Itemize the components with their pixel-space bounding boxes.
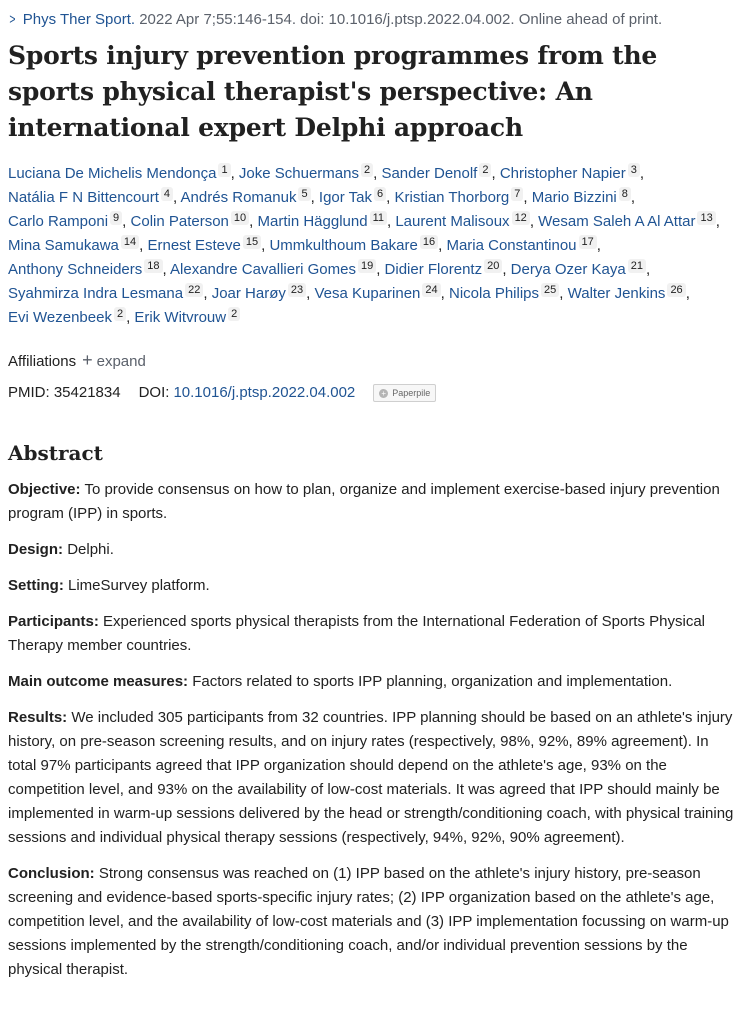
abstract-section-text: Delphi. — [67, 541, 114, 558]
abstract-section-label: Design: — [8, 541, 64, 558]
author-list — [8, 162, 733, 330]
author-separator: , — [438, 237, 447, 254]
author-name-link[interactable]: Maria Constantinou — [446, 237, 577, 254]
author-separator: , — [491, 165, 500, 182]
author-name-link[interactable]: Natália F N Bittencourt — [8, 189, 159, 206]
doi-label: DOI: — [138, 384, 170, 401]
author-name-link[interactable]: Ernest Esteve — [147, 237, 241, 254]
affiliations-label: Affiliations — [8, 353, 77, 370]
chevron-right-icon[interactable]: > — [9, 11, 16, 28]
citation-line — [8, 8, 746, 32]
author-separator: , — [715, 213, 720, 230]
author-item — [319, 189, 386, 206]
article-title: Sports injury prevention programmes from the sports physical therapist's perspective: An international expert Delphi approach — [8, 41, 658, 142]
author-name-link[interactable]: Didier Florentz — [384, 261, 483, 278]
abstract-section — [8, 538, 738, 562]
author-name-link[interactable]: Erik Witvrouw — [134, 309, 227, 326]
author-separator: , — [440, 285, 449, 302]
abstract-section — [8, 862, 738, 982]
author-name-link[interactable]: Mina Samukawa — [8, 237, 119, 254]
author-item — [314, 285, 440, 302]
author-item — [8, 189, 173, 206]
abstract-section-label: Main outcome measures: — [8, 673, 189, 690]
author-item — [394, 189, 523, 206]
affiliations-toggle[interactable] — [8, 350, 746, 372]
affiliation-number[interactable]: 3 — [628, 163, 640, 177]
abstract-section — [8, 574, 738, 598]
author-separator: , — [645, 261, 651, 278]
identifiers — [8, 383, 746, 403]
author-separator: , — [249, 213, 258, 230]
author-item — [258, 213, 387, 230]
author-item — [8, 309, 126, 326]
author-separator: , — [502, 261, 511, 278]
affiliation-number[interactable]: 9 — [110, 211, 122, 225]
affiliation-number[interactable]: 6 — [374, 187, 386, 201]
affiliation-number[interactable]: 2 — [479, 163, 491, 177]
author-name-link[interactable]: Derya Ozer Kaya — [510, 261, 626, 278]
author-separator: , — [386, 213, 396, 230]
author-name-link[interactable]: Sander Denolf — [381, 165, 478, 182]
author-name-link[interactable]: Martin Hägglund — [257, 213, 368, 230]
author-separator: , — [230, 165, 239, 182]
journal-link[interactable]: Phys Ther Sport. — [22, 11, 136, 28]
affiliation-number[interactable]: 16 — [420, 235, 438, 249]
affiliation-number[interactable]: 10 — [231, 211, 249, 225]
author-name-link[interactable]: Kristian Thorborg — [394, 189, 510, 206]
affiliation-number[interactable]: 18 — [144, 259, 162, 273]
author-separator: , — [126, 309, 135, 326]
author-item — [395, 213, 529, 230]
author-name-link[interactable]: Syahmirza Indra Lesmana — [8, 285, 184, 302]
author-item — [568, 285, 686, 302]
author-separator: , — [173, 189, 181, 206]
author-name-link[interactable]: Andrés Romanuk — [180, 189, 297, 206]
abstract-section-text: Experienced sports physical therapists from the International Federation of Sports Physical Therapy member countries. — [8, 613, 706, 654]
author-name-link[interactable]: Wesam Saleh A Al Attar — [538, 213, 696, 230]
author-item — [8, 165, 231, 182]
affiliation-number[interactable]: 1 — [218, 163, 230, 177]
author-name-link[interactable]: Joar Harøy — [211, 285, 286, 302]
author-name-link[interactable]: Joke Schuermans — [238, 165, 359, 182]
abstract-section-text: To provide consensus on how to plan, organize and implement exercise-based injury prevention program (IPP) in sports. — [8, 481, 720, 522]
abstract-section-label: Conclusion: — [8, 865, 95, 882]
affiliation-number[interactable]: 20 — [484, 259, 502, 273]
author-separator: , — [559, 285, 568, 302]
affiliation-number[interactable]: 7 — [511, 187, 523, 201]
author-name-link[interactable]: Ummkulthoum Bakare — [269, 237, 418, 254]
pmid-value: 35421834 — [53, 384, 121, 401]
author-item — [446, 237, 596, 254]
author-separator: , — [162, 261, 171, 278]
affiliation-number[interactable]: 5 — [298, 187, 310, 201]
abstract-section-label: Objective: — [8, 481, 81, 498]
affiliation-number[interactable]: 19 — [358, 259, 376, 273]
author-separator: , — [261, 237, 270, 254]
affiliation-number[interactable]: 14 — [121, 235, 139, 249]
author-name-link[interactable]: Alexandre Cavallieri Gomes — [170, 261, 356, 278]
author-item — [8, 261, 163, 278]
affiliation-number[interactable]: 21 — [628, 259, 646, 273]
affiliation-number[interactable]: 15 — [243, 235, 261, 249]
author-item — [181, 189, 311, 206]
author-item — [134, 309, 240, 326]
author-separator: , — [386, 189, 395, 206]
affiliation-number[interactable]: 24 — [422, 283, 440, 297]
affiliation-number[interactable]: 13 — [697, 211, 715, 225]
affiliation-number[interactable]: 22 — [185, 283, 203, 297]
author-item — [131, 213, 250, 230]
abstract-section-text: Factors related to sports IPP planning, organization and implementation. — [192, 673, 673, 690]
author-separator: , — [122, 213, 131, 230]
abstract-section-text: LimeSurvey platform. — [68, 577, 210, 594]
plus-icon[interactable]: + — [82, 350, 93, 370]
affiliation-number[interactable]: 11 — [370, 211, 387, 225]
affiliation-number[interactable]: 2 — [228, 307, 240, 321]
author-separator: , — [523, 189, 532, 206]
author-item — [8, 285, 203, 302]
author-item — [532, 189, 631, 206]
author-name-link[interactable]: Vesa Kuparinen — [314, 285, 421, 302]
abstract-section-text: Strong consensus was reached on (1) IPP based on the athlete's injury history, pre-season screening and evidence-based sports-specific injury rates; (2) IPP organization based on the athlete's age, competition level, and the availability of low-cost materials and (3) IPP implementation focussing on warm-up sessions implemented by the strength/conditioning coach, and/or individual prevention sessions by the physical therapist. — [8, 865, 729, 978]
author-separator: , — [203, 285, 212, 302]
author-item — [385, 261, 503, 278]
author-name-link[interactable]: Evi Wezenbeek — [8, 309, 112, 326]
author-name-link[interactable]: Christopher Napier — [499, 165, 626, 182]
author-separator: , — [685, 285, 690, 302]
affiliation-number[interactable]: 8 — [619, 187, 631, 201]
author-item — [269, 237, 438, 254]
author-name-link[interactable]: Walter Jenkins — [567, 285, 666, 302]
author-separator: , — [306, 285, 315, 302]
expand-link[interactable]: expand — [96, 353, 146, 370]
abstract-section-label: Participants: — [8, 613, 99, 630]
author-separator: , — [639, 165, 645, 182]
author-name-link[interactable]: Luciana De Michelis Mendonça — [8, 165, 217, 182]
paperpile-label: Paperpile — [392, 388, 431, 398]
author-item — [511, 261, 646, 278]
author-item — [538, 213, 716, 230]
affiliation-number[interactable]: 2 — [361, 163, 373, 177]
author-item — [147, 237, 261, 254]
abstract-heading: Abstract — [8, 441, 103, 465]
abstract-section — [8, 610, 738, 658]
author-item — [8, 213, 122, 230]
affiliation-number[interactable]: 2 — [114, 307, 126, 321]
abstract-section-label: Results: — [8, 709, 68, 726]
doi-link[interactable]: 10.1016/j.ptsp.2022.04.002 — [173, 384, 356, 401]
abstract-section — [8, 478, 738, 526]
pmid-label: PMID: — [8, 384, 50, 401]
author-item — [500, 165, 640, 182]
affiliation-number[interactable]: 25 — [541, 283, 559, 297]
abstract-section-text: We included 305 participants from 32 countries. IPP planning should be based on an athlete's injury history, on pre-season screening results, and on injury rates (respectively, 98%, 92%, 89% agreement). In total 97% participants agreed that IPP organization should depend on the athlete's age, 93% on the competition level, and 93% on the availability of low-cost materials. It was agreed that IPP should mainly be implemented in warm-up sessions delivered by the head or strength/conditioning coach, with physical training sessions and individual physical therapy sessions (respectively, 94%, 92%, 90% agreement). — [8, 709, 734, 846]
author-name-link[interactable]: Mario Bizzini — [531, 189, 617, 206]
author-name-link[interactable]: Laurent Malisoux — [395, 213, 510, 230]
abstract-section-label: Setting: — [8, 577, 64, 594]
author-separator: , — [529, 213, 539, 230]
affiliation-number[interactable]: 12 — [512, 211, 530, 225]
author-name-link[interactable]: Colin Paterson — [130, 213, 229, 230]
author-item — [239, 165, 373, 182]
author-separator: , — [630, 189, 636, 206]
author-separator: , — [596, 237, 601, 254]
affiliation-number[interactable]: 26 — [667, 283, 685, 297]
author-item — [212, 285, 306, 302]
citation-details: 2022 Apr 7;55:146-154. doi: 10.1016/j.ptsp.2022.04.002. Online ahead of print. — [139, 11, 663, 28]
author-item — [8, 237, 139, 254]
author-name-link[interactable]: Igor Tak — [318, 189, 373, 206]
author-item — [170, 261, 376, 278]
abstract-section — [8, 670, 738, 694]
author-separator: , — [310, 189, 319, 206]
author-item — [449, 285, 559, 302]
paperpile-plus-icon: + — [379, 389, 388, 398]
author-separator: , — [376, 261, 385, 278]
affiliation-number[interactable]: 23 — [288, 283, 306, 297]
author-name-link[interactable]: Anthony Schneiders — [8, 261, 143, 278]
abstract-section — [8, 706, 738, 850]
author-separator: , — [373, 165, 382, 182]
author-name-link[interactable]: Nicola Philips — [448, 285, 540, 302]
author-separator: , — [139, 237, 148, 254]
author-item — [381, 165, 491, 182]
abstract-body — [8, 478, 738, 982]
affiliation-number[interactable]: 17 — [579, 235, 597, 249]
author-name-link[interactable]: Carlo Ramponi — [8, 213, 109, 230]
paperpile-button[interactable] — [373, 384, 436, 402]
affiliation-number[interactable]: 4 — [161, 187, 173, 201]
